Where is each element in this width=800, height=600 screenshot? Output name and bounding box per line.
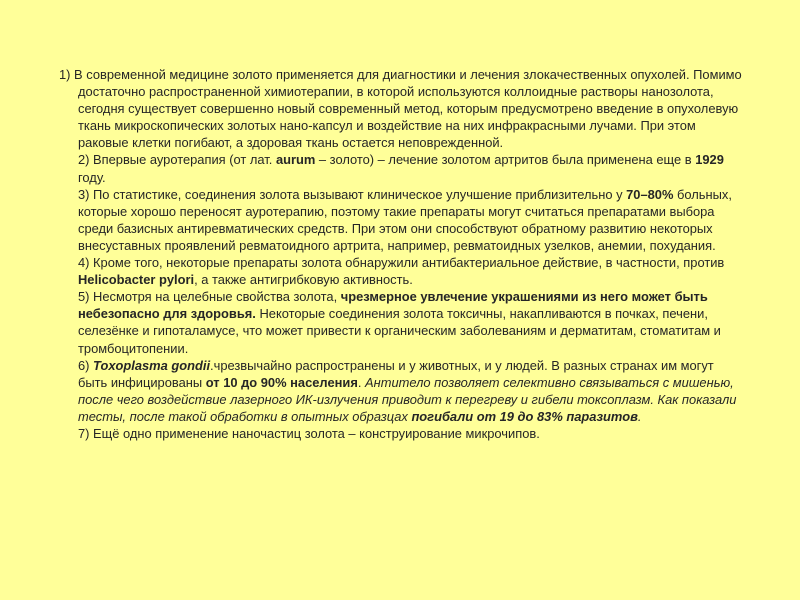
paragraph-7-number: 7) [78, 425, 94, 441]
paragraph-6-bold-italic-result: погибали от 19 до 83% паразитов [411, 408, 638, 424]
paragraph-5-text: Несмотря на целебные свойства золота, [93, 289, 341, 305]
paragraph-6-number: 6) [78, 357, 94, 373]
paragraph-5-bold-warning: чрезмерное увлечение украшениями из него может быть небезопасно для здоровья. [78, 289, 708, 322]
paragraph-3-number: 3) [78, 186, 94, 202]
paragraph-2-number: 2) [78, 152, 94, 168]
paragraph-4-number: 4) [78, 255, 94, 271]
paragraph-2-bold-aurum: aurum [275, 152, 316, 168]
paragraph-4-text: Кроме того, некоторые препараты золота обнаружили антибактериальное действие, в частности, против [93, 255, 725, 271]
paragraph-2-bold-year: 1929 [695, 152, 724, 168]
paragraph-1-text: В современной медицине золото применяется для диагностики и лечения злокачественных опухолей. Помимо достаточно распространенной химиотерапии, в которой используются коллоидные растворы нанозолота, сегодня существует совершенно новый современный метод, которым предусмотрено введение в опухолевую ткань микроскопических золотых нано-капсул и воздействие на них инфракрасными лучами. При этом раковые клетки погибают, а здоровая ткань остается неповрежденной. [74, 67, 742, 151]
paragraph-4-bold-bacteria: Helicobacter pylori [78, 272, 195, 288]
paragraph-2-text-3: году. [78, 169, 106, 185]
paragraph-1-number: 1) [59, 67, 75, 82]
paragraph-5-number: 5) [78, 289, 94, 305]
paragraph-5-text-2: Некоторые соединения золота токсичны, накапливаются в почках, печени, селезёнке и гипоталамусе, что может привести к органическим заболеваниям и дерматитам, стоматитам и тромбоцитопении. [78, 306, 721, 356]
paragraph-3-text: По статистике, соединения золота вызывают клиническое улучшение приблизительно у [93, 186, 627, 202]
paragraph-6-text-2: . [357, 374, 366, 390]
paragraph-4-text-2: , а также антигрибковую активность. [194, 272, 413, 288]
paragraph-6-text: .чрезвычайно распространены и у животных, и у людей. В разных странах им могут быть инфицированы [78, 357, 714, 390]
paragraph-3-text-2: больных, которые хорошо переносят ауротерапию, поэтому такие препараты могут считаться препаратами выбора среди базисных антиревматических средств. При этом они способствуют обратному развитию некоторых внесуставных проявлений ревматоидного артрита, например, ревматоидных узелков, анемии, похудания. [78, 186, 732, 253]
paragraph-6-italic-text: Антитело позволяет селективно связываться с мишенью, после чего воздействие лазерного ИК-излучения приводит к перегреву и гибели токсоплазм. Как показали тесты, после такой обработки в опытных образцах [78, 374, 737, 424]
paragraph-1 [46, 66, 746, 151]
paragraph-6 [46, 357, 746, 425]
paragraph-3-bold-percent: 70–80% [626, 186, 674, 202]
paragraph-2-text: Впервые ауротерапия (от лат. [93, 152, 276, 168]
paragraph-7-text: Ещё одно применение наночастиц золота – конструирование микрочипов. [93, 425, 540, 441]
paragraph-6-bold-population: от 10 до 90% населения [205, 374, 358, 390]
paragraph-2-text-2: – золото) – лечение золотом артритов была применена еще в [315, 152, 696, 168]
slide-text-body [46, 66, 746, 442]
paragraph-2 [46, 151, 746, 185]
paragraph-3 [46, 186, 746, 254]
paragraph-6-bold-italic-species: Toxoplasma gondii [93, 357, 211, 373]
paragraph-5 [46, 288, 746, 356]
paragraph-7 [46, 425, 746, 442]
paragraph-6-italic-end: . [637, 408, 642, 424]
paragraph-4 [46, 254, 746, 288]
